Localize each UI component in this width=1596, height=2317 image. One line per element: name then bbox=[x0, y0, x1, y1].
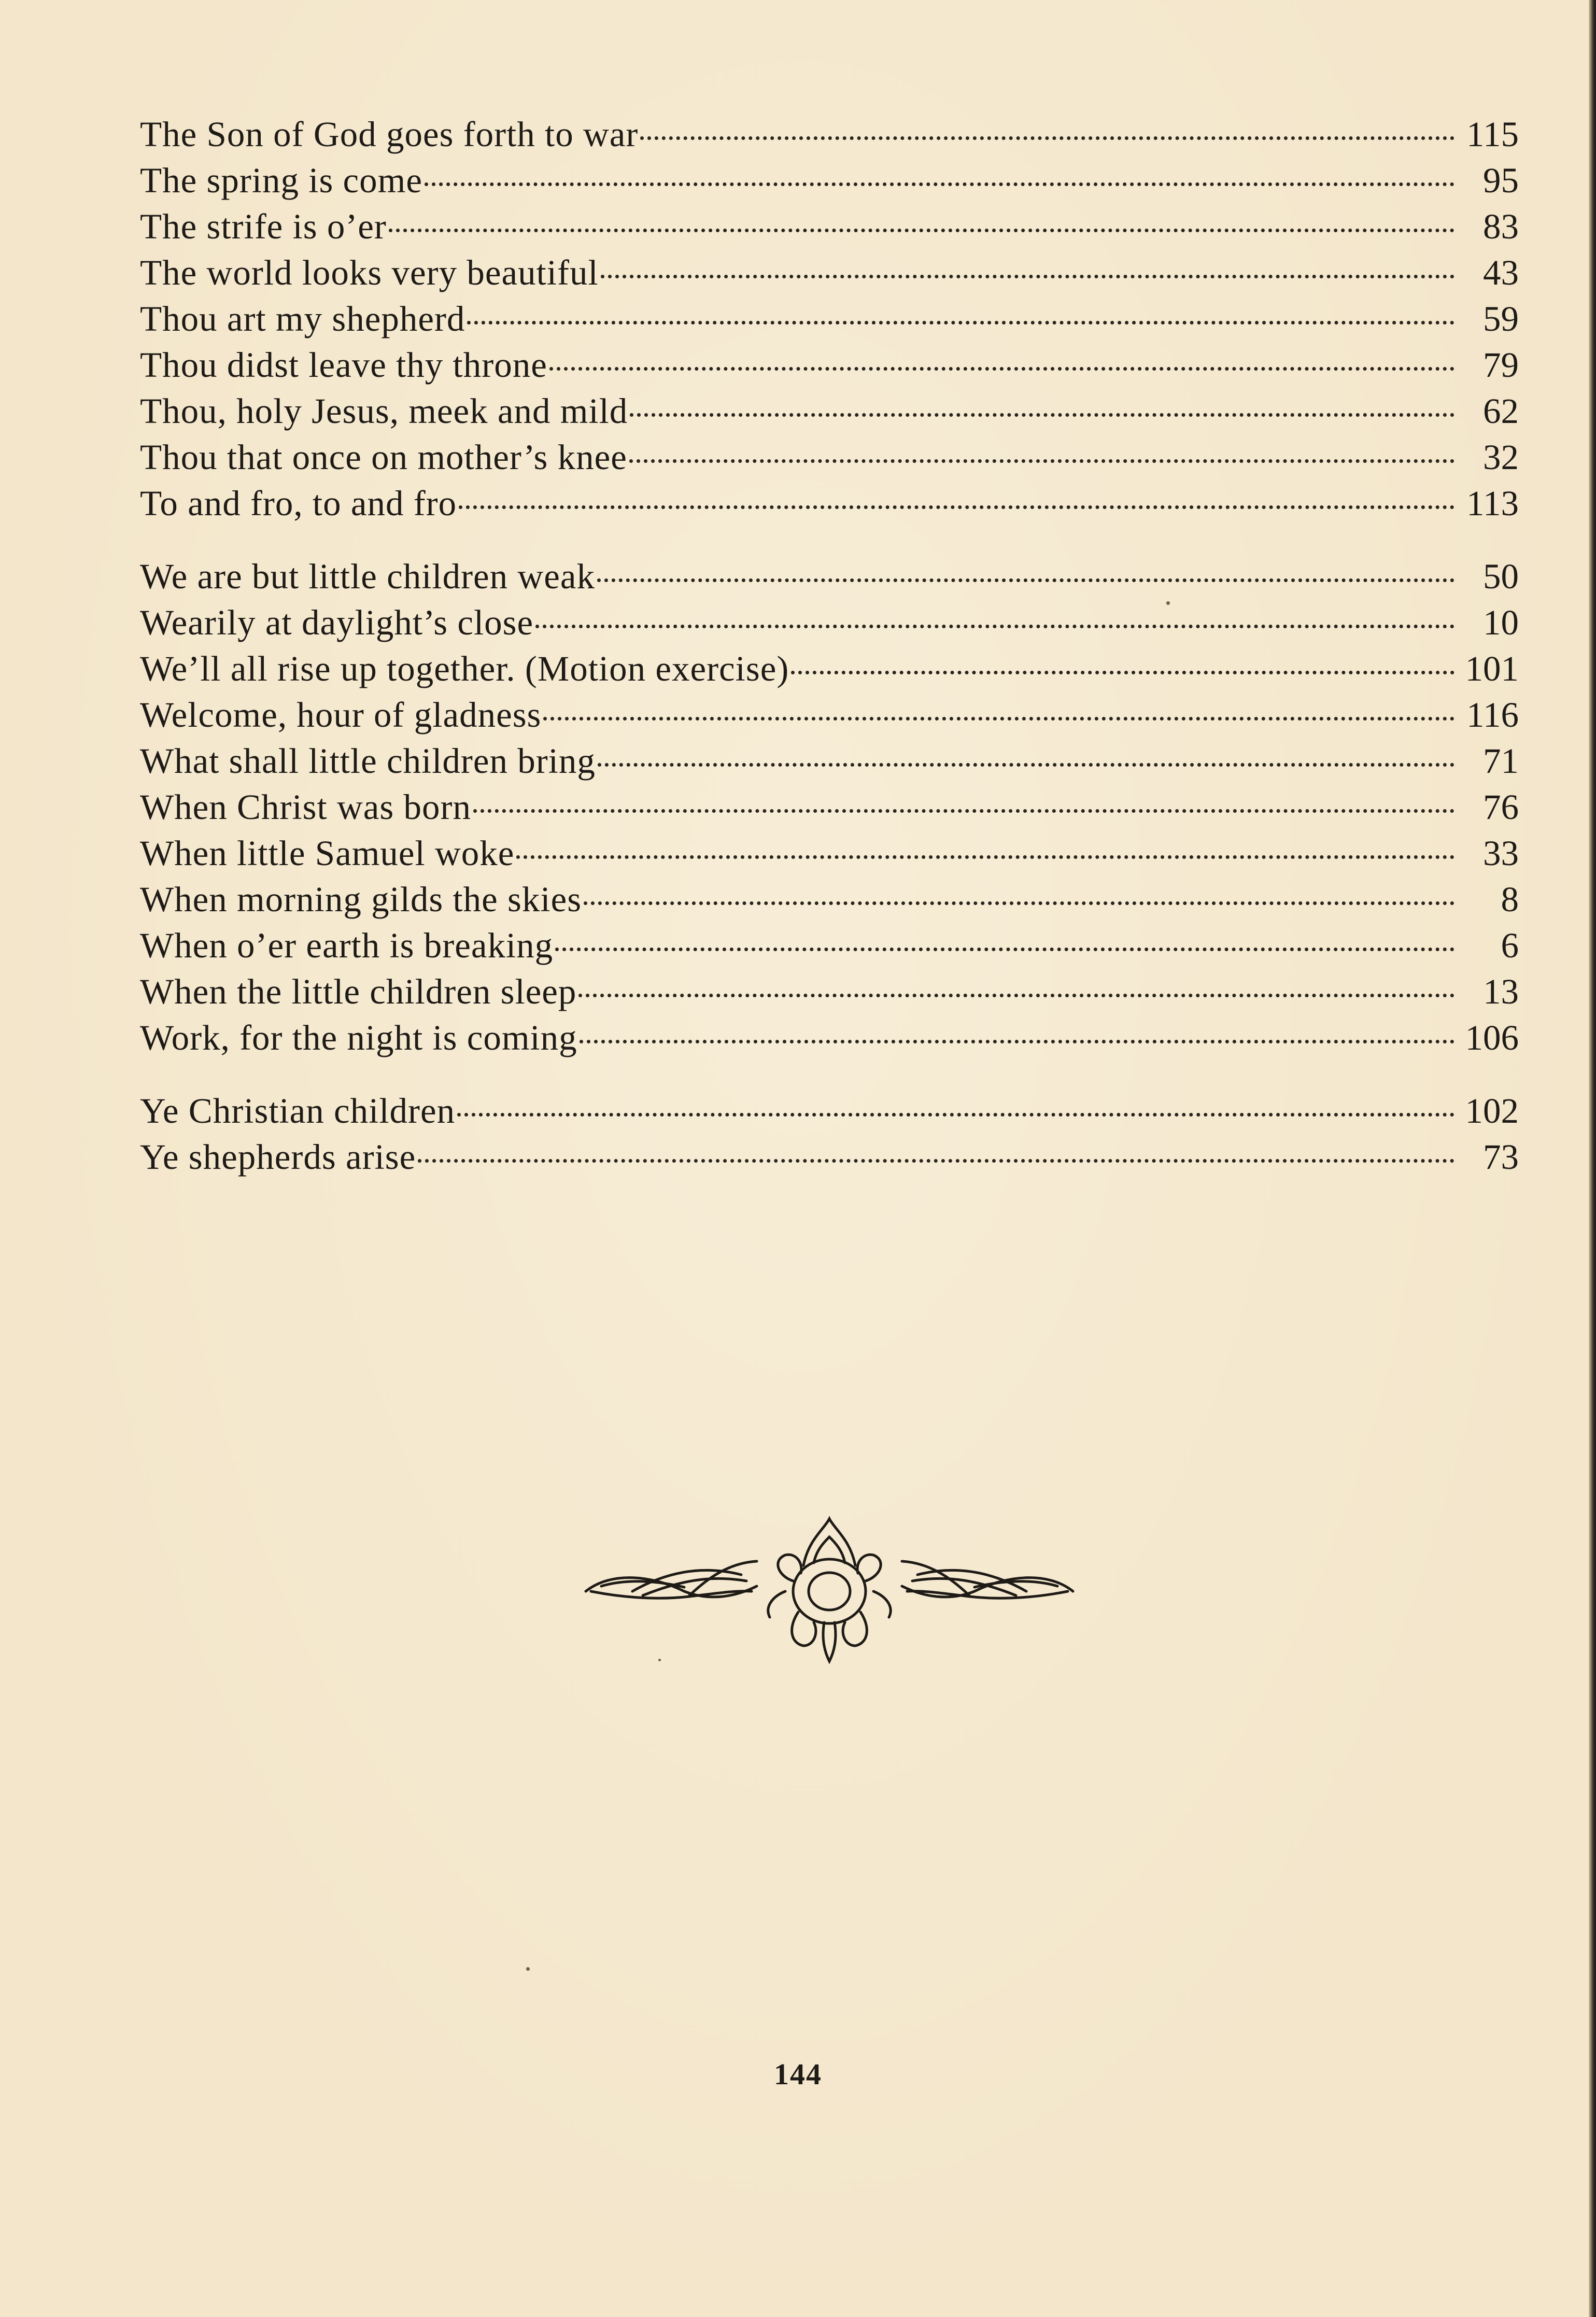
entry-page-number: 6 bbox=[1501, 926, 1519, 965]
index-entry bbox=[140, 1088, 1519, 1134]
index-group bbox=[140, 1088, 1519, 1180]
entry-title: The spring is come bbox=[140, 161, 422, 200]
index-entry bbox=[140, 250, 1519, 296]
entry-title: When Christ was born bbox=[140, 787, 471, 827]
entry-title: What shall little children bring bbox=[140, 741, 596, 781]
floral-scroll-ornament-icon bbox=[581, 1514, 1078, 1664]
entry-title: The Son of God goes forth to war bbox=[140, 115, 639, 154]
entry-page-number: 62 bbox=[1483, 391, 1519, 431]
entry-title: Thou, holy Jesus, meek and mild bbox=[140, 391, 628, 431]
index-entry bbox=[140, 481, 1519, 527]
dot-leader bbox=[630, 413, 1454, 417]
dot-leader bbox=[601, 275, 1454, 278]
paper-speck bbox=[658, 1659, 661, 1661]
hymn-index bbox=[140, 111, 1519, 1207]
index-entry bbox=[140, 111, 1519, 158]
entry-title: Work, for the night is coming bbox=[140, 1018, 577, 1057]
entry-page-number: 8 bbox=[1501, 880, 1519, 919]
index-entry bbox=[140, 969, 1519, 1015]
dot-leader bbox=[791, 671, 1454, 674]
dot-leader bbox=[425, 182, 1454, 186]
entry-title: When the little children sleep bbox=[140, 972, 577, 1011]
index-entry bbox=[140, 434, 1519, 481]
index-entry bbox=[140, 296, 1519, 342]
entry-title: Thou art my shepherd bbox=[140, 299, 465, 338]
entry-title: Thou didst leave thy throne bbox=[140, 345, 547, 385]
index-entry bbox=[140, 388, 1519, 434]
entry-page-number: 79 bbox=[1483, 345, 1519, 385]
entry-page-number: 116 bbox=[1466, 695, 1519, 734]
dot-leader bbox=[598, 763, 1454, 767]
dot-leader bbox=[629, 459, 1454, 463]
entry-title: To and fro, to and fro bbox=[140, 484, 457, 523]
dot-leader bbox=[597, 578, 1454, 582]
index-entry bbox=[140, 923, 1519, 969]
entry-page-number: 95 bbox=[1483, 161, 1519, 200]
dot-leader bbox=[389, 229, 1454, 232]
entry-page-number: 71 bbox=[1483, 741, 1519, 781]
dot-leader bbox=[549, 367, 1454, 371]
entry-page-number: 113 bbox=[1466, 484, 1519, 523]
index-entry bbox=[140, 692, 1519, 738]
entry-title: Welcome, hour of gladness bbox=[140, 695, 542, 734]
index-entry bbox=[140, 1015, 1519, 1061]
dot-leader bbox=[578, 994, 1454, 997]
entry-title: Ye shepherds arise bbox=[140, 1137, 416, 1177]
index-group bbox=[140, 554, 1519, 1061]
entry-page-number: 102 bbox=[1465, 1091, 1519, 1131]
entry-page-number: 73 bbox=[1483, 1137, 1519, 1177]
page-edge bbox=[1589, 0, 1596, 2317]
index-entry bbox=[140, 1134, 1519, 1180]
dot-leader bbox=[457, 1113, 1454, 1117]
index-entry bbox=[140, 784, 1519, 830]
entry-page-number: 13 bbox=[1483, 972, 1519, 1011]
dot-leader bbox=[418, 1159, 1454, 1163]
entry-page-number: 76 bbox=[1483, 787, 1519, 827]
entry-title: When morning gilds the skies bbox=[140, 880, 582, 919]
entry-page-number: 32 bbox=[1483, 437, 1519, 477]
entry-title: When o’er earth is breaking bbox=[140, 926, 554, 965]
dot-leader bbox=[543, 717, 1454, 720]
entry-title: When little Samuel woke bbox=[140, 833, 515, 873]
entry-title: Wearily at daylight’s close bbox=[140, 603, 534, 642]
paper-speck bbox=[526, 1967, 530, 1971]
index-entry bbox=[140, 158, 1519, 204]
index-entry bbox=[140, 342, 1519, 388]
index-entry bbox=[140, 554, 1519, 600]
dot-leader bbox=[584, 901, 1454, 905]
entry-title: We’ll all rise up together. (Motion exercise) bbox=[140, 649, 789, 688]
entry-title: Ye Christian children bbox=[140, 1091, 456, 1131]
paper-speck bbox=[1166, 601, 1170, 605]
entry-page-number: 106 bbox=[1465, 1018, 1519, 1057]
dot-leader bbox=[459, 505, 1454, 509]
dot-leader bbox=[467, 321, 1454, 324]
dot-leader bbox=[640, 136, 1454, 140]
entry-page-number: 10 bbox=[1483, 603, 1519, 642]
entry-title: Thou that once on mother’s knee bbox=[140, 437, 627, 477]
entry-page-number: 33 bbox=[1483, 833, 1519, 873]
index-entry bbox=[140, 646, 1519, 692]
dot-leader bbox=[535, 625, 1454, 628]
index-entry bbox=[140, 600, 1519, 646]
entry-page-number: 115 bbox=[1466, 115, 1519, 154]
index-entry bbox=[140, 738, 1519, 784]
entry-page-number: 101 bbox=[1465, 649, 1519, 688]
dot-leader bbox=[473, 809, 1454, 813]
entry-page-number: 59 bbox=[1483, 299, 1519, 338]
entry-title: We are but little children weak bbox=[140, 557, 596, 596]
dot-leader bbox=[555, 948, 1454, 951]
entry-page-number: 43 bbox=[1483, 253, 1519, 292]
index-entry bbox=[140, 830, 1519, 877]
entry-page-number: 50 bbox=[1483, 557, 1519, 596]
dot-leader bbox=[580, 1040, 1454, 1043]
index-entry bbox=[140, 204, 1519, 250]
entry-title: The strife is o’er bbox=[140, 207, 387, 246]
dot-leader bbox=[516, 855, 1454, 859]
index-entry bbox=[140, 877, 1519, 923]
index-group bbox=[140, 111, 1519, 527]
entry-title: The world looks very beautiful bbox=[140, 253, 599, 292]
page-number: 144 bbox=[774, 2057, 822, 2091]
entry-page-number: 83 bbox=[1483, 207, 1519, 246]
